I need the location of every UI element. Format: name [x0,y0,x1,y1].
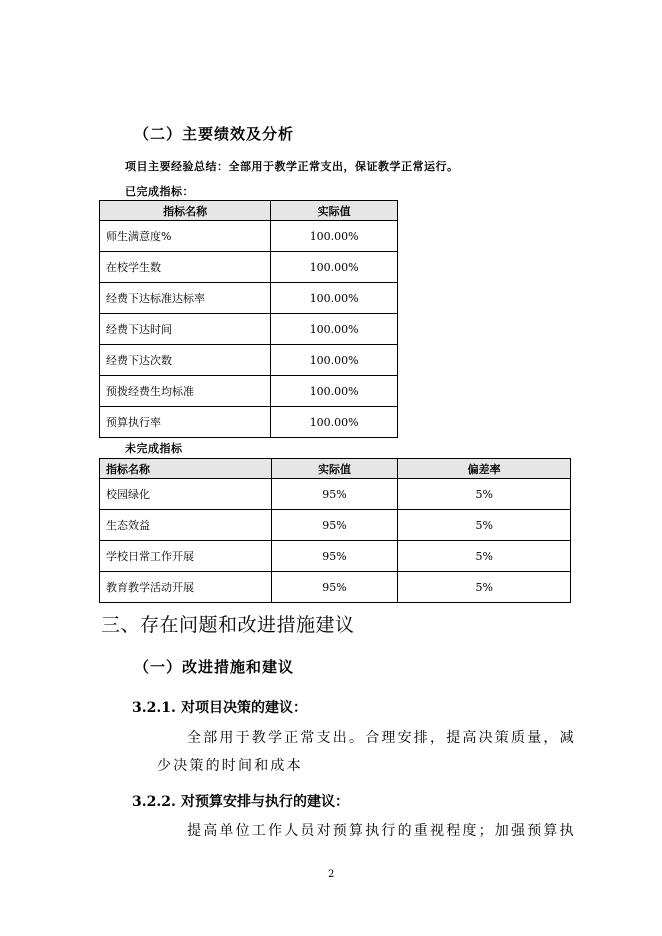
table-header-row [100,459,571,479]
indicator-name: 在校学生数 [100,252,271,283]
item-title: 对预算安排与执行的建议： [180,794,349,810]
indicator-name: 师生满意度% [100,221,271,252]
table-row [100,252,398,283]
indicator-value: 95% [271,541,398,572]
indicator-value: 95% [271,479,398,510]
table-row [100,479,571,510]
table-row [100,407,398,438]
completed-indicators-table [99,200,398,438]
indicator-deviation: 5% [398,510,571,541]
completed-indicators-label: 已完成指标： [125,185,194,198]
column-header-name: 指标名称 [100,459,272,479]
indicator-name: 经费下达时间 [100,314,271,345]
indicator-value: 100.00% [271,283,398,314]
item-title: 对项目决策的建议： [180,700,307,716]
table-row [100,510,571,541]
paragraph-line: 提高单位工作人员对预算执行的重视程度；加强预算执 [187,823,576,839]
column-header-name: 指标名称 [100,201,271,221]
paragraph-line: 全部用于教学正常支出。合理安排，提高决策质量，减 [187,730,576,746]
column-header-value: 实际值 [271,459,398,479]
table-row [100,345,398,376]
incomplete-indicators-label: 未完成指标 [125,442,183,455]
item-number: 3.2.2. [132,794,176,810]
indicator-name: 生态效益 [100,510,272,541]
item-heading [132,791,349,811]
indicator-value: 100.00% [271,345,398,376]
indicator-name: 教育教学活动开展 [100,572,272,603]
indicator-value: 100.00% [271,252,398,283]
indicator-deviation: 5% [398,572,571,603]
indicator-name: 经费下达标准达标率 [100,283,271,314]
indicator-value: 100.00% [271,376,398,407]
section-heading: 三、存在问题和改进措施建议 [101,614,355,636]
page-number: 2 [328,869,335,880]
table-header-row [100,201,398,221]
item-heading [132,697,307,717]
column-header-deviation: 偏差率 [398,459,571,479]
table-row [100,314,398,345]
table-row [100,283,398,314]
indicator-name: 预拨经费生均标准 [100,376,271,407]
table-row [100,541,571,572]
indicator-name: 预算执行率 [100,407,271,438]
incomplete-indicators-table [99,458,571,603]
section-sub-heading: （一）改进措施和建议 [134,658,295,676]
indicator-deviation: 5% [398,479,571,510]
indicator-name: 学校日常工作开展 [100,541,272,572]
indicator-value: 100.00% [271,314,398,345]
paragraph-line: 少决策的时间和成本 [157,758,303,774]
indicator-value: 100.00% [271,407,398,438]
table-row [100,221,398,252]
item-number: 3.2.1. [132,700,176,716]
indicator-name: 校园绿化 [100,479,272,510]
indicator-value: 95% [271,572,398,603]
table-row [100,572,571,603]
section-sub-heading: （二）主要绩效及分析 [134,125,295,143]
column-header-value: 实际值 [271,201,398,221]
indicator-name: 经费下达次数 [100,345,271,376]
table-row [100,376,398,407]
indicator-value: 95% [271,510,398,541]
indicator-deviation: 5% [398,541,571,572]
indicator-value: 100.00% [271,221,398,252]
experience-summary: 项目主要经验总结：全部用于教学正常支出，保证教学正常运行。 [125,160,459,173]
